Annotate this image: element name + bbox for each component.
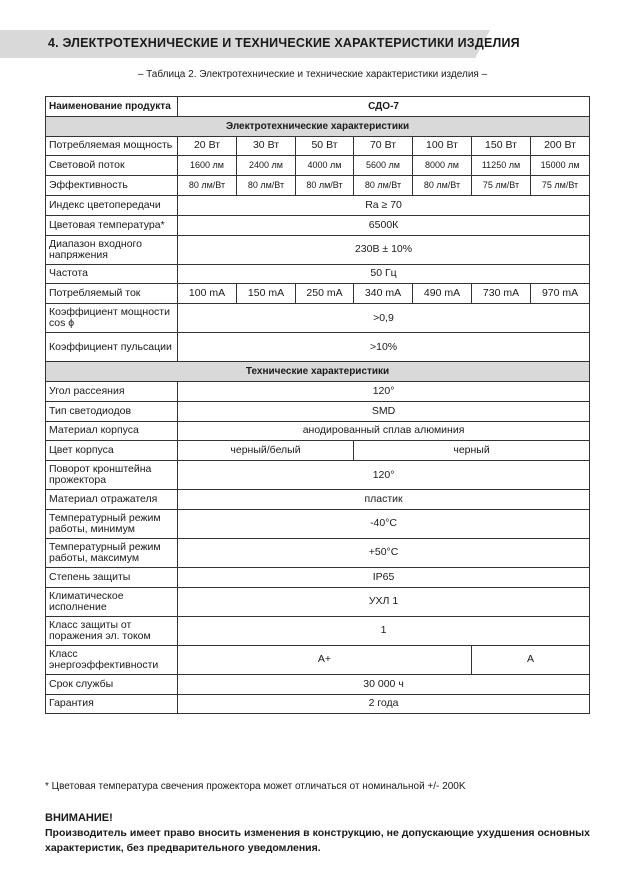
row-label: Тип светодиодов xyxy=(46,401,178,421)
table-header-row xyxy=(46,97,590,117)
cell: 5600 лм xyxy=(354,156,413,176)
table-row xyxy=(46,304,590,333)
table-row xyxy=(46,264,590,284)
table-row xyxy=(46,235,590,264)
electrical-heading-row xyxy=(46,116,590,136)
cell: 80 лм/Вт xyxy=(354,176,413,196)
table-row xyxy=(46,176,590,196)
table-caption: – Таблица 2. Электротехнические и технические характеристики изделия – xyxy=(137,69,488,80)
cell: 80 лм/Вт xyxy=(296,176,354,196)
table-row xyxy=(46,441,590,461)
cell: 490 mA xyxy=(413,284,472,304)
row-label: Класс защиты от поражения эл. током xyxy=(46,616,178,645)
table-row xyxy=(46,284,590,304)
section-title: 4. ЭЛЕКТРОТЕХНИЧЕСКИЕ И ТЕХНИЧЕСКИЕ ХАРАКТЕРИСТИКИ ИЗДЕЛИЯ xyxy=(48,36,520,50)
cell: черный/белый xyxy=(178,441,354,461)
cell: 8000 лм xyxy=(413,156,472,176)
table-row xyxy=(46,645,590,674)
cell: 230В ± 10% xyxy=(178,235,590,264)
cell: 4000 лм xyxy=(296,156,354,176)
cell: 120° xyxy=(178,461,590,490)
warning-text: Производитель имеет право вносить изменения в конструкцию, не допускающие ухудшения основных характеристик, без предварительного уведомления. xyxy=(45,827,590,854)
row-label: Материал корпуса xyxy=(46,421,178,441)
cell: 6500К xyxy=(178,215,590,235)
cell: УХЛ 1 xyxy=(178,587,590,616)
cell: 75 лм/Вт xyxy=(472,176,531,196)
row-label: Потребляемая мощность xyxy=(46,136,178,156)
row-label: Угол рассеяния xyxy=(46,381,178,401)
cell: >0,9 xyxy=(178,304,590,333)
row-label: Температурный режим работы, максимум xyxy=(46,538,178,567)
row-label: Потребляемый ток xyxy=(46,284,178,304)
row-label: Материал отражателя xyxy=(46,490,178,510)
cell: IP65 xyxy=(178,567,590,587)
cell: 1600 лм xyxy=(178,156,237,176)
table-row xyxy=(46,616,590,645)
table-row xyxy=(46,674,590,694)
row-label: Срок службы xyxy=(46,674,178,694)
table-row xyxy=(46,401,590,421)
cell: >10% xyxy=(178,333,590,362)
row-label: Температурный режим работы, минимум xyxy=(46,509,178,538)
technical-heading-row xyxy=(46,362,590,382)
row-label: Степень защиты xyxy=(46,567,178,587)
cell: 100 Вт xyxy=(413,136,472,156)
table-row xyxy=(46,136,590,156)
cell: 20 Вт xyxy=(178,136,237,156)
cell: 30 000 ч xyxy=(178,674,590,694)
cell: 80 лм/Вт xyxy=(178,176,237,196)
row-label: Частота xyxy=(46,264,178,284)
table-row xyxy=(46,156,590,176)
cell: анодированный сплав алюминия xyxy=(178,421,590,441)
cell: 340 mA xyxy=(354,284,413,304)
table-row xyxy=(46,490,590,510)
cell: 730 mA xyxy=(472,284,531,304)
table-row xyxy=(46,567,590,587)
row-label: Цвет корпуса xyxy=(46,441,178,461)
cell: 200 Вт xyxy=(531,136,590,156)
cell: 80 лм/Вт xyxy=(237,176,296,196)
cell: 11250 лм xyxy=(472,156,531,176)
cell: 15000 лм xyxy=(531,156,590,176)
table-row xyxy=(46,694,590,714)
table-row xyxy=(46,381,590,401)
table-row xyxy=(46,333,590,362)
cell: пластик xyxy=(178,490,590,510)
technical-heading: Технические характеристики xyxy=(46,362,590,382)
table-row xyxy=(46,509,590,538)
row-label: Климатическое исполнение xyxy=(46,587,178,616)
table-row xyxy=(46,215,590,235)
row-label: Класс энергоэффективности xyxy=(46,645,178,674)
table-row xyxy=(46,195,590,215)
cell: -40°С xyxy=(178,509,590,538)
cell: 50 Гц xyxy=(178,264,590,284)
cell: 2400 лм xyxy=(237,156,296,176)
header-label: Наименование продукта xyxy=(46,97,178,117)
row-label: Цветовая температура* xyxy=(46,215,178,235)
cell: 120° xyxy=(178,381,590,401)
electrical-heading: Электротехнические характеристики xyxy=(46,116,590,136)
cell: 80 лм/Вт xyxy=(413,176,472,196)
cell: А xyxy=(472,645,590,674)
row-label: Коэффициент мощности cos ϕ xyxy=(46,304,178,333)
cell: 75 лм/Вт xyxy=(531,176,590,196)
cell: А+ xyxy=(178,645,472,674)
footnote: * Цветовая температура свечения прожектора может отличаться от номинальной +/- 200K xyxy=(45,781,466,792)
cell: 2 года xyxy=(178,694,590,714)
row-label: Световой поток xyxy=(46,156,178,176)
cell: Ra ≥ 70 xyxy=(178,195,590,215)
table-row xyxy=(46,461,590,490)
table-row xyxy=(46,587,590,616)
cell: 30 Вт xyxy=(237,136,296,156)
cell: 50 Вт xyxy=(296,136,354,156)
cell: 150 mA xyxy=(237,284,296,304)
cell: 70 Вт xyxy=(354,136,413,156)
cell: 970 mA xyxy=(531,284,590,304)
row-label: Гарантия xyxy=(46,694,178,714)
warning-title: ВНИМАНИЕ! xyxy=(45,812,113,824)
cell: 1 xyxy=(178,616,590,645)
spec-table xyxy=(45,96,590,714)
cell: 150 Вт xyxy=(472,136,531,156)
row-label: Диапазон входного напряжения xyxy=(46,235,178,264)
product-name: СДО-7 xyxy=(178,97,590,117)
row-label: Коэффициент пульсации xyxy=(46,333,178,362)
row-label: Поворот кронштейна прожектора xyxy=(46,461,178,490)
table-row xyxy=(46,538,590,567)
table-row xyxy=(46,421,590,441)
row-label: Индекс цветопередачи xyxy=(46,195,178,215)
cell: +50°С xyxy=(178,538,590,567)
row-label: Эффективность xyxy=(46,176,178,196)
cell: SMD xyxy=(178,401,590,421)
cell: 100 mA xyxy=(178,284,237,304)
cell: черный xyxy=(354,441,590,461)
cell: 250 mA xyxy=(296,284,354,304)
